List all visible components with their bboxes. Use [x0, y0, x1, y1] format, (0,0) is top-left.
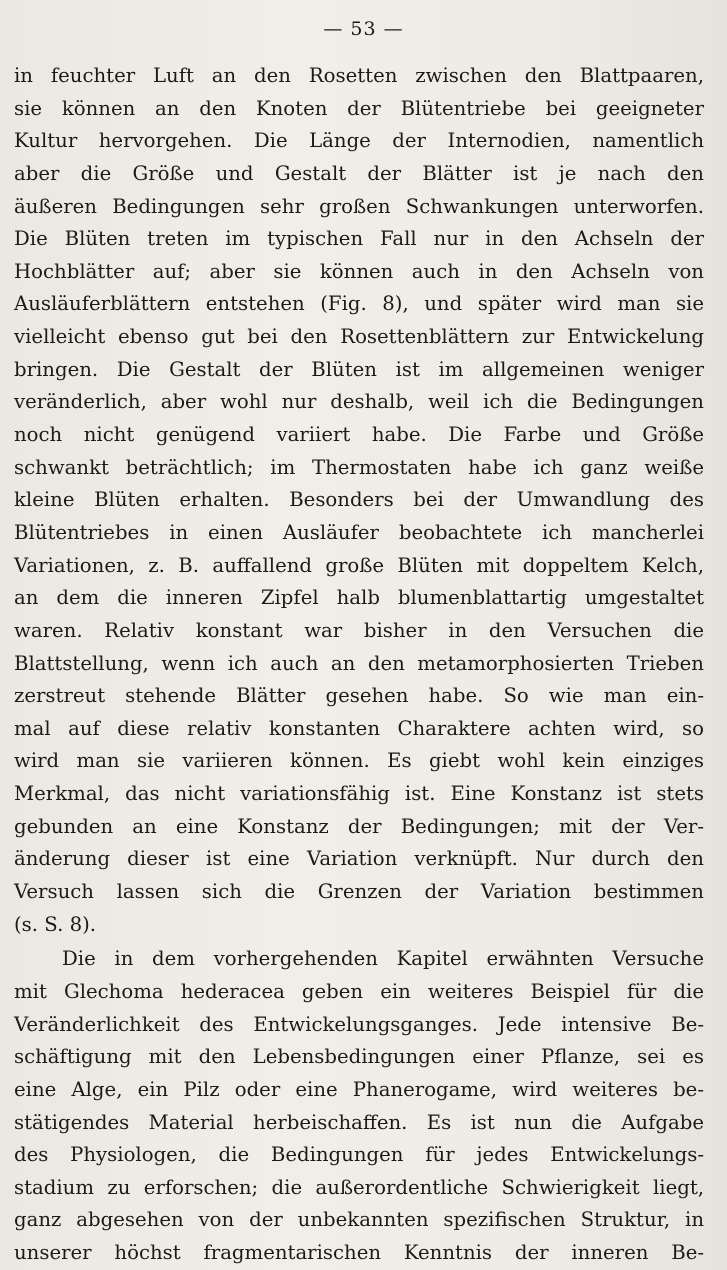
text-line: des Physiologen, die Bedingungen für jedes Entwickelungs- — [14, 1143, 704, 1167]
text-line: kleine Blüten erhalten. Besonders bei der Umwandlung des — [14, 488, 704, 512]
text-line: Die Blüten treten im typischen Fall nur in den Achseln der — [14, 227, 704, 251]
body-text — [14, 60, 704, 1270]
page-number: — 53 — — [323, 18, 404, 40]
text-line: (s. S. 8). — [14, 912, 97, 936]
text-line: unserer höchst fragmentarischen Kenntnis der inneren Be- — [14, 1241, 704, 1265]
text-line: zerstreut stehende Blätter gesehen habe. So wie man ein- — [14, 684, 704, 708]
text-line: veränderlich, aber wohl nur deshalb, weil ich die Bedingungen — [14, 390, 704, 414]
text-line: Versuch lassen sich die Grenzen der Variation bestimmen — [14, 880, 704, 904]
text-line: Merkmal, das nicht variationsfähig ist. Eine Konstanz ist stets — [14, 782, 704, 806]
text-line: äußeren Bedingungen sehr großen Schwankungen unterworfen. — [14, 194, 704, 218]
text-line: Kultur hervorgehen. Die Länge der Internodien, namentlich — [14, 129, 704, 153]
text-line: in feuchter Luft an den Rosetten zwischen den Blattpaaren, — [14, 64, 704, 87]
text-line: stadium zu erforschen; die außerordentliche Schwierigkeit liegt, — [14, 1175, 704, 1199]
text-line: waren. Relativ konstant war bisher in den Versuchen die — [14, 618, 704, 642]
text-line: Hochblätter auf; aber sie können auch in den Achseln von — [14, 259, 704, 283]
text-line: Die in dem vorhergehenden Kapitel erwähnten Versuche — [62, 947, 704, 971]
text-line: änderung dieser ist eine Variation verknüpft. Nur durch den — [14, 847, 704, 871]
text-line: Blütentriebes in einen Ausläufer beobachtete ich mancherlei — [14, 520, 704, 544]
paragraph-1 — [14, 60, 704, 941]
text-line: sie können an den Knoten der Blütentriebe bei geeigneter — [14, 96, 704, 120]
text-line: Ausläuferblättern entstehen (Fig. 8), und später wird man sie — [14, 292, 704, 316]
text-line: bringen. Die Gestalt der Blüten ist im allgemeinen weniger — [14, 357, 704, 381]
text-line: mit Glechoma hederacea geben ein weiteres Beispiel für die — [14, 979, 704, 1003]
text-line: Variationen, z. B. auffallend große Blüten mit doppeltem Kelch, — [14, 553, 704, 577]
paragraph-2 — [14, 943, 704, 1269]
text-line: mal auf diese relativ konstanten Charaktere achten wird, so — [14, 716, 704, 740]
text-line: vielleicht ebenso gut bei den Rosettenblättern zur Entwickelung — [14, 325, 704, 349]
text-line: schäftigung mit den Lebensbedingungen einer Pflanze, sei es — [14, 1045, 704, 1069]
text-line: ganz abgesehen von der unbekannten spezifischen Struktur, in — [14, 1208, 704, 1232]
text-line: schwankt beträchtlich; im Thermostaten habe ich ganz weiße — [14, 455, 704, 479]
text-line: Blattstellung, wenn ich auch an den metamorphosierten Trieben — [14, 651, 704, 675]
text-line: gebunden an eine Konstanz der Bedingungen; mit der Ver- — [14, 814, 704, 838]
text-line: noch nicht genügend variiert habe. Die Farbe und Größe — [14, 423, 704, 447]
text-line: wird man sie variieren können. Es giebt wohl kein einziges — [14, 749, 704, 773]
text-line: eine Alge, ein Pilz oder eine Phanerogame, wird weiteres be- — [14, 1077, 704, 1101]
text-line: aber die Größe und Gestalt der Blätter ist je nach den — [14, 161, 704, 185]
text-line: an dem die inneren Zipfel halb blumenblattartig umgestaltet — [14, 586, 704, 610]
text-line: stätigendes Material herbeischaffen. Es ist nun die Aufgabe — [14, 1110, 704, 1134]
text-line: Veränderlichkeit des Entwickelungsganges. Jede intensive Be- — [14, 1012, 704, 1036]
